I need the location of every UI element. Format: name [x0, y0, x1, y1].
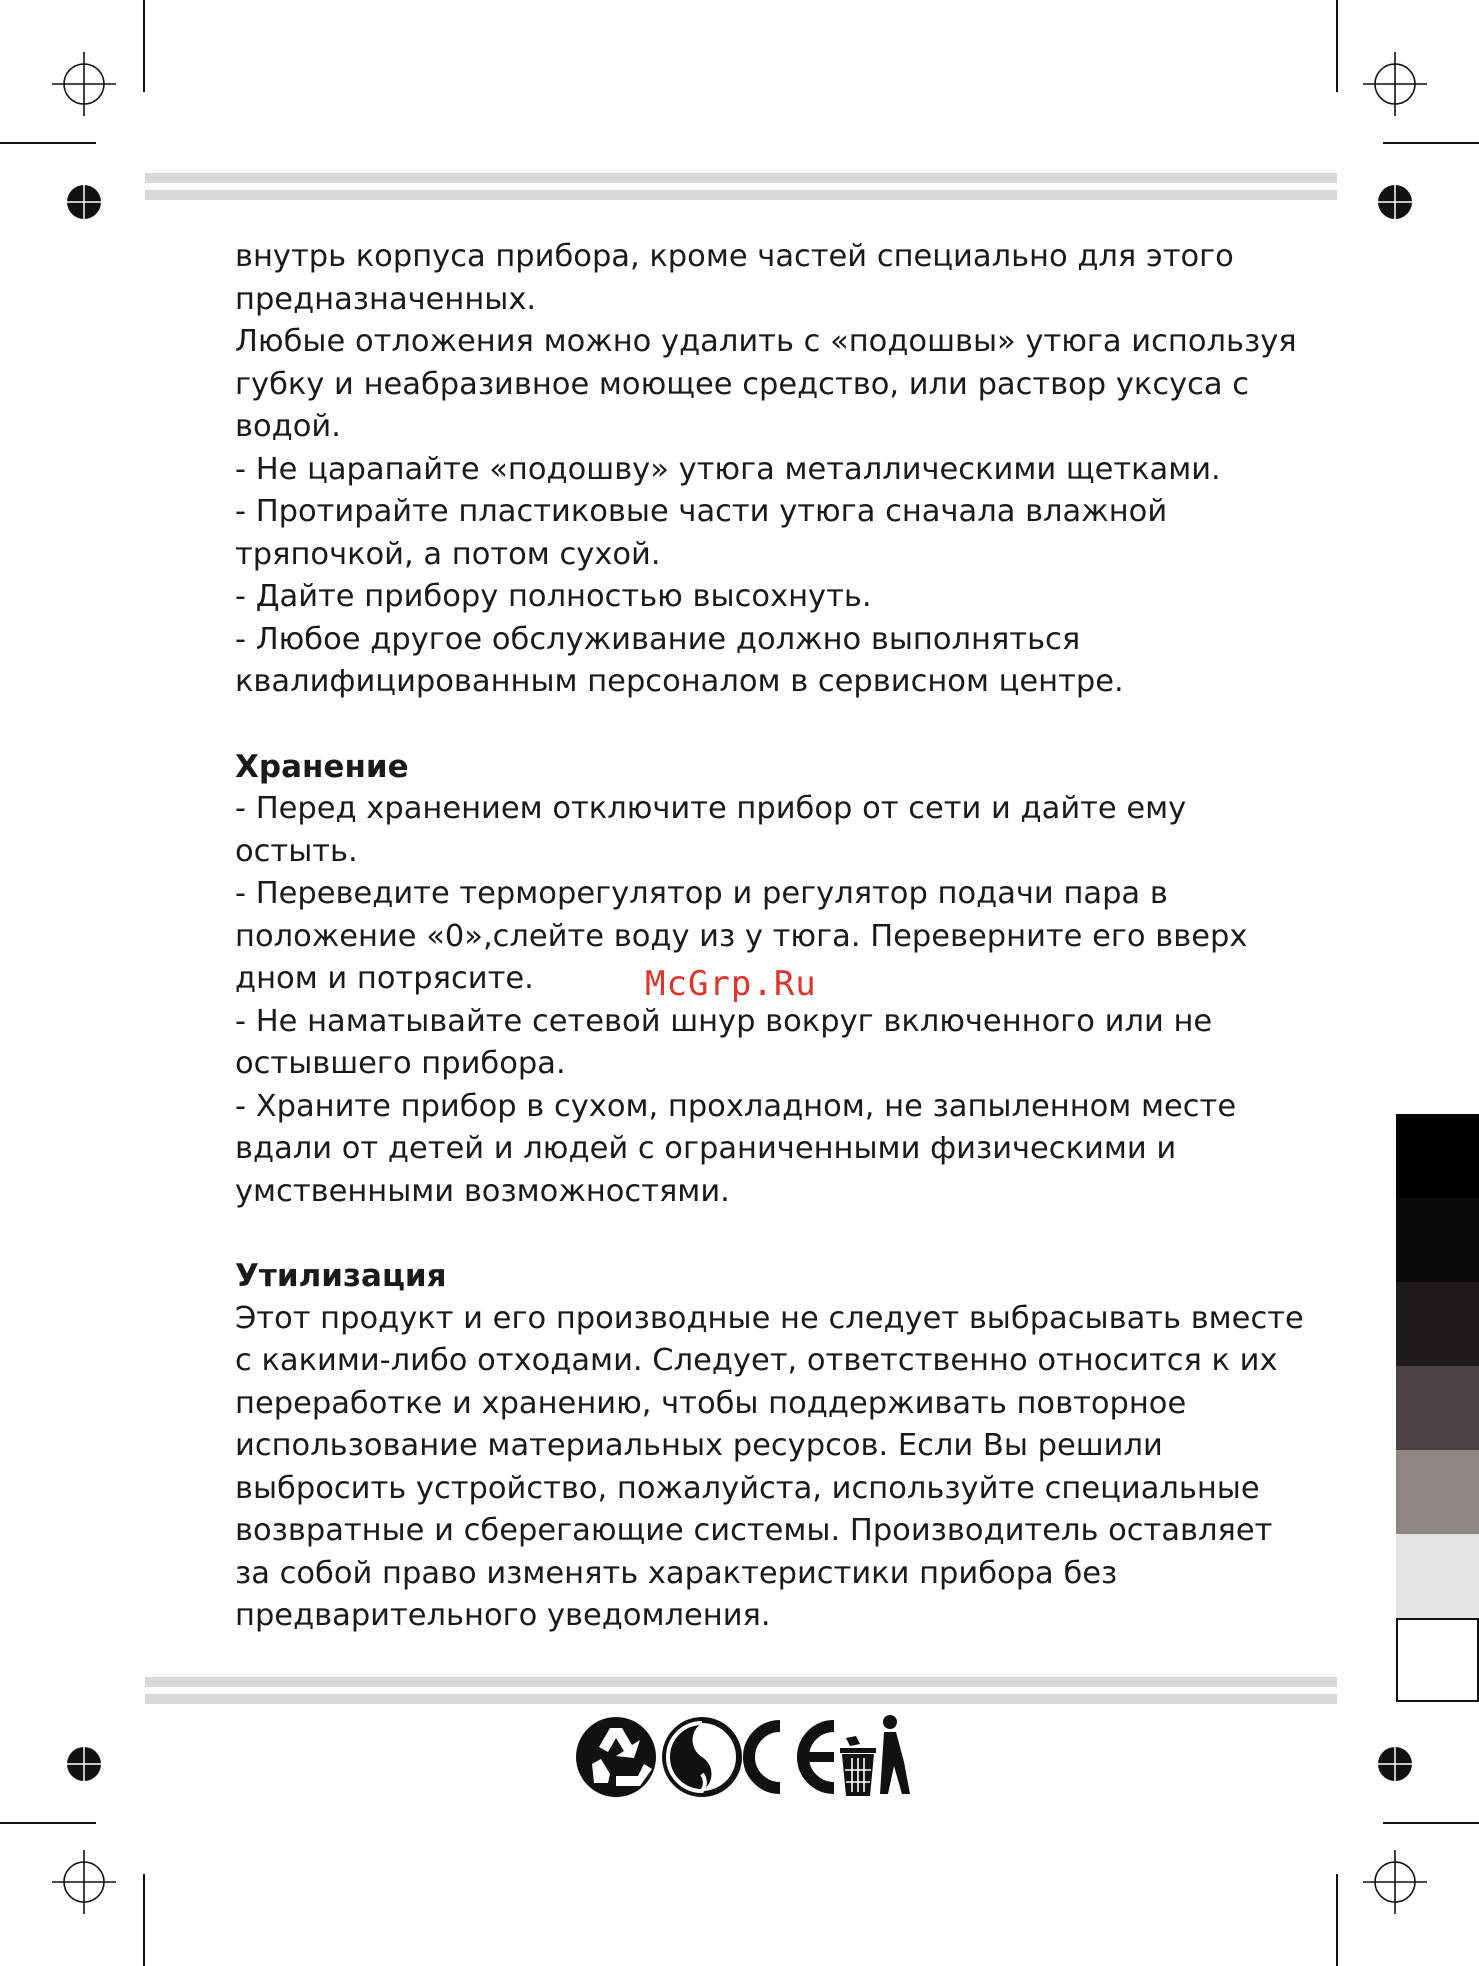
color-swatch [1396, 1198, 1479, 1282]
registration-dot-icon [66, 1746, 102, 1782]
color-swatch [1396, 1450, 1479, 1534]
trim-mark [1336, 1874, 1338, 1966]
watermark: McGrp.Ru [645, 964, 817, 1004]
registration-dot-icon [1377, 1746, 1413, 1782]
text-line: предназначенных. [235, 281, 537, 317]
registration-mark-icon [1363, 52, 1427, 116]
registration-dot-icon [66, 184, 102, 220]
text-line: за собой право изменять характеристики прибора без [235, 1555, 1118, 1591]
text-line: остывшего прибора. [235, 1046, 566, 1081]
registration-dot-icon [1377, 184, 1413, 220]
text-line: губку и неабразивное моющее средство, или раствор уксуса с [235, 366, 1250, 402]
trim-mark [0, 142, 96, 144]
trim-mark [1336, 0, 1338, 92]
trim-mark [143, 0, 145, 92]
color-swatch [1396, 1534, 1479, 1618]
text-line: тряпочкой, а потом сухой. [235, 536, 661, 572]
text-line: умственными возможностями. [235, 1173, 730, 1209]
text-line: использование материальных ресурсов. Если Вы решили [235, 1428, 1163, 1463]
trim-mark [0, 1822, 96, 1824]
text-line: остыть. [235, 833, 358, 869]
text-line: - Дайте прибору полностью высохнуть. [235, 579, 872, 614]
color-swatch [1396, 1366, 1479, 1450]
text-line: положение «0»,слейте воду из у тюга. Переверните его вверх [235, 918, 1248, 954]
text-line: - Перед хранением отключите прибор от сети и дайте ему [235, 791, 1187, 826]
registration-mark-icon [1363, 1850, 1427, 1914]
page-body [235, 236, 1304, 1638]
text-line: Этот продукт и его производные не следует выбрасывать вместе [235, 1300, 1304, 1336]
trim-mark [1383, 142, 1479, 144]
certification-icons [574, 1714, 914, 1800]
text-line: с какими-либо отходами. Следует, ответственно относится к их [235, 1343, 1278, 1378]
trim-mark [1383, 1822, 1479, 1824]
text-line: - Не царапайте «подошву» утюга металлическими щетками. [235, 451, 1221, 487]
text-line: - Протирайте пластиковые части утюга сначала влажной [235, 494, 1168, 529]
text-line: переработке и хранению, чтобы поддерживать повторное [235, 1385, 1187, 1421]
trim-mark [143, 1874, 145, 1966]
registration-mark-icon [52, 52, 116, 116]
weee-bin-icon [840, 1715, 910, 1796]
text-line: вдали от детей и людей с ограниченными физическими и [235, 1131, 1177, 1166]
text-line: - Любое другое обслуживание должно выполняться [235, 621, 1081, 657]
registration-mark-icon [52, 1850, 116, 1914]
text-line: дном и потрясите. [235, 961, 534, 996]
footer-rule [145, 1677, 1337, 1704]
text-line: водой. [235, 409, 341, 444]
header-rule [145, 173, 1337, 200]
maintenance-text [235, 236, 1297, 704]
text-line: квалифицированным персоналом в сервисном центре. [235, 664, 1124, 699]
color-swatch [1396, 1114, 1479, 1198]
disposal-heading: Утилизация [235, 1258, 447, 1294]
color-swatch [1396, 1282, 1479, 1366]
text-line: Любые отложения можно удалить с «подошвы» утюга используя [235, 324, 1297, 359]
text-line: внутрь корпуса прибора, кроме частей специально для этого [235, 239, 1234, 274]
color-swatch [1396, 1618, 1479, 1702]
text-line: предварительного уведомления. [235, 1598, 771, 1633]
text-line: возвратные и сберегающие системы. Производитель оставляет [235, 1513, 1273, 1548]
text-line: - Храните прибор в сухом, прохладном, не запыленном месте [235, 1088, 1237, 1124]
disposal-section [235, 1255, 1304, 1638]
recycle-icon [576, 1717, 656, 1797]
text-line: - Не наматывайте сетевой шнур вокруг включенного или не [235, 1003, 1213, 1039]
ce-mark-icon [749, 1726, 834, 1788]
text-line: - Переведите терморегулятор и регулятор подачи пара в [235, 876, 1168, 911]
text-line: выбросить устройство, пожалуйста, используйте специальные [235, 1470, 1260, 1506]
storage-heading: Хранение [235, 748, 409, 785]
green-dot-icon [662, 1717, 742, 1797]
